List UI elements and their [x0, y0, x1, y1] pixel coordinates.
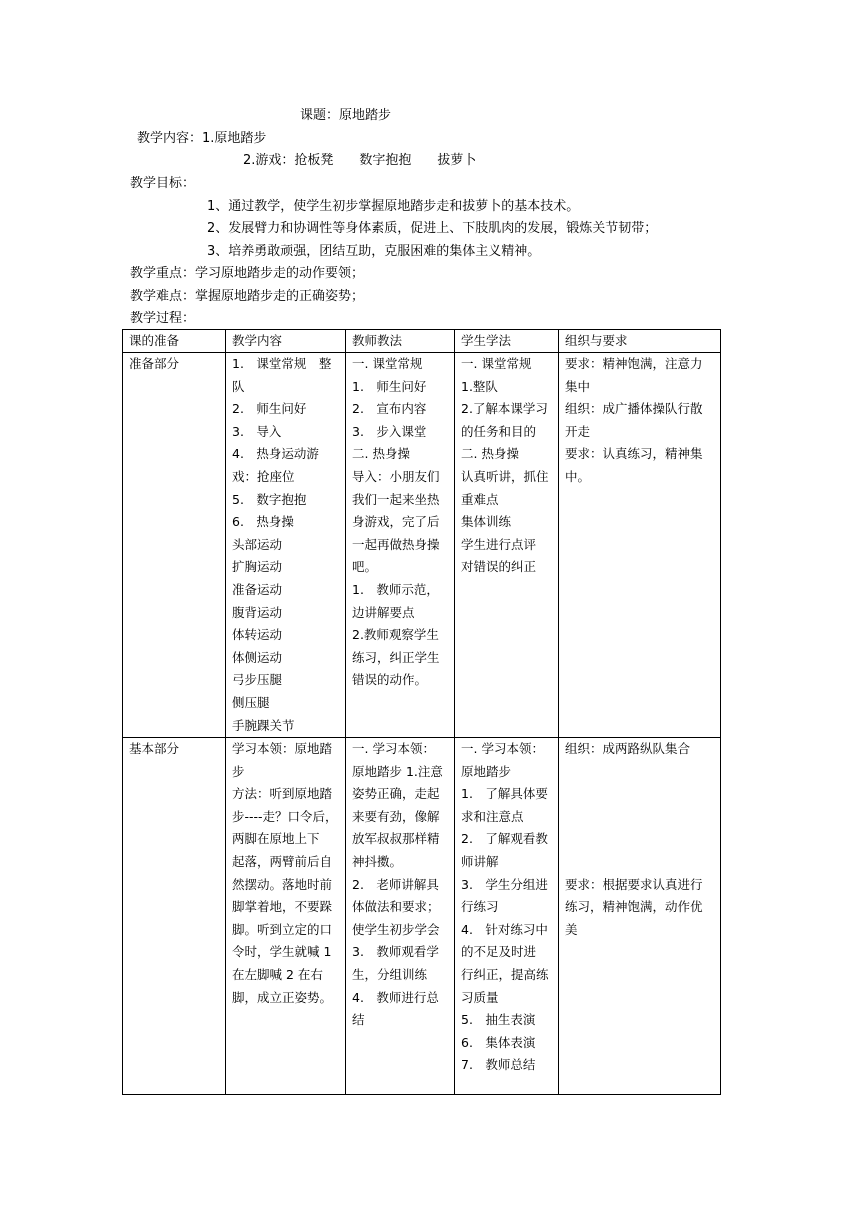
cell-line	[565, 806, 714, 829]
cell-line: 一. 学习本领：	[352, 741, 435, 757]
cell-line: 学生进行点评	[461, 536, 537, 552]
cell-line	[565, 828, 714, 851]
content-item-2: 2.游戏：抢板凳 数字抱抱 拔萝卜	[243, 153, 477, 168]
cell-line: 4. 针对练习中	[461, 921, 548, 937]
cell-line: 侧压腿	[232, 694, 270, 710]
org-cell	[559, 353, 721, 738]
cell-line: 令时，学生就喊 1	[232, 944, 332, 960]
cell-line: 手腕踝关节	[232, 717, 295, 733]
cell-line: 学习本领：原地踏	[232, 741, 333, 757]
cell-line: 的任务和目的	[461, 423, 537, 439]
cell-line: 姿势正确，走起	[352, 786, 440, 802]
cell-line: 体做法和要求；	[352, 899, 440, 915]
cell-line: 准备运动	[232, 581, 283, 597]
cell-line	[565, 783, 714, 806]
cell-line: 放军叔叔那样精	[352, 831, 440, 847]
section-cell: 准备部分	[123, 353, 226, 738]
cell-line: 结	[352, 1012, 365, 1028]
content-cell	[226, 738, 346, 1095]
cell-line: 6. 热身操	[232, 514, 294, 530]
cell-line: 3. 步入课堂	[352, 423, 427, 439]
cell-line: 3. 学生分组进	[461, 876, 548, 892]
cell-line: 起落，两臂前后自	[232, 854, 333, 870]
cell-line: 步	[232, 763, 245, 779]
header-section: 课的准备	[123, 330, 226, 353]
cell-line: 组织：成广播体操队行散	[565, 401, 703, 417]
cell-line: 身游戏，完了后	[352, 514, 440, 530]
cell-line: 原地踏步	[461, 763, 512, 779]
student-cell	[455, 738, 559, 1095]
header-content: 教学内容	[226, 330, 346, 353]
cell-line: 一. 课堂常规	[461, 356, 532, 371]
cell-line: 4. 教师进行总	[352, 989, 439, 1005]
page-title: 课题：原地踏步	[300, 108, 392, 123]
cell-line: 一. 学习本领：	[461, 741, 544, 757]
cell-line: 7. 教师总结	[461, 1057, 536, 1073]
cell-line: 1.整队	[461, 378, 498, 394]
process-label: 教学过程：	[130, 311, 196, 326]
cell-line: 要求：根据要求认真进行	[565, 876, 703, 892]
cell-line: 来要有劲，像解	[352, 808, 440, 824]
content-line-1	[137, 129, 266, 149]
cell-line: 在左脚喊 2 在右	[232, 967, 323, 983]
cell-line: 腹背运动	[232, 604, 283, 620]
goal-item-3: 3、培养勇敢顽强，团结互助，克服困难的集体主义精神。	[207, 244, 541, 259]
cell-line: 5. 抽生表演	[461, 1012, 536, 1028]
cell-line: 体侧运动	[232, 649, 283, 665]
cell-line: 2.了解本课学习	[461, 401, 548, 417]
cell-line: 1. 师生问好	[352, 378, 427, 394]
cell-line: 5. 数字抱抱	[232, 491, 307, 507]
cell-line: 1. 课堂常规 整	[232, 356, 332, 371]
cell-line: 练习，纠正学生	[352, 649, 440, 665]
key-point: 教学重点：学习原地踏步走的动作要领；	[130, 266, 365, 281]
cell-line: 认真听讲，抓住	[461, 468, 549, 484]
teacher-cell	[346, 353, 455, 738]
student-cell	[455, 353, 559, 738]
cell-line: 4. 热身运动游	[232, 446, 319, 462]
cell-line: 队	[232, 378, 245, 394]
cell-line: 脚。听到立定的口	[232, 921, 333, 937]
cell-line: 组织：成两路纵队集合	[565, 741, 691, 757]
lesson-plan-table	[122, 329, 721, 1095]
cell-line: 集中	[565, 378, 591, 394]
content-cell	[226, 353, 346, 738]
cell-line: 二. 热身操	[461, 446, 519, 462]
cell-line: 原地踏步 1.注意	[352, 763, 443, 779]
table-row	[123, 353, 721, 738]
teacher-cell	[346, 738, 455, 1095]
cell-line: 脚，成立正姿势。	[232, 989, 333, 1005]
cell-line: 1. 了解具体要	[461, 786, 548, 802]
cell-line: 集体训练	[461, 514, 512, 530]
cell-line: 6. 集体表演	[461, 1034, 536, 1050]
table-header-row	[123, 330, 721, 353]
table-row	[123, 738, 721, 1095]
cell-line: 对错误的纠正	[461, 559, 537, 575]
cell-line: 步----走？口令后，	[232, 808, 338, 824]
header-org: 组织与要求	[559, 330, 721, 353]
cell-line: 习质量	[461, 989, 499, 1005]
cell-line: 使学生初步学会	[352, 921, 440, 937]
content-label: 教学内容：	[137, 131, 203, 146]
org-cell	[559, 738, 721, 1095]
cell-line: 错误的动作。	[352, 672, 428, 688]
cell-line: 要求：认真练习，精神集	[565, 446, 703, 462]
goal-item-2: 2、发展臂力和协调性等身体素质，促进上、下肢肌肉的发展，锻炼关节韧带；	[207, 221, 658, 236]
cell-line	[565, 761, 714, 784]
content-item-1: 1.原地踏步	[202, 131, 267, 146]
cell-line: 弓步压腿	[232, 672, 283, 688]
cell-line: 3. 导入	[232, 423, 282, 439]
header-teacher: 教师教法	[346, 330, 455, 353]
cell-line: 重难点	[461, 491, 499, 507]
cell-line: 练习，精神饱满，动作优	[565, 899, 703, 915]
cell-line: 边讲解要点	[352, 604, 415, 620]
cell-line: 两脚在原地上下	[232, 831, 320, 847]
cell-line: 扩胸运动	[232, 559, 283, 575]
cell-line: 二. 热身操	[352, 446, 410, 462]
cell-line: 戏：抢座位	[232, 468, 295, 484]
cell-line: 导入：小朋友们	[352, 468, 440, 484]
cell-line: 吧。	[352, 559, 378, 575]
cell-line: 然摆动。落地时前	[232, 876, 333, 892]
cell-line: 一起再做热身操	[352, 536, 440, 552]
cell-line: 美	[565, 921, 578, 937]
cell-line: 方法：听到原地踏	[232, 786, 333, 802]
cell-line	[565, 851, 714, 874]
cell-line: 头部运动	[232, 536, 283, 552]
cell-line: 1. 教师示范，	[352, 581, 439, 597]
cell-line: 2. 宣布内容	[352, 401, 427, 417]
difficulty: 教学难点：掌握原地踏步走的正确姿势；	[130, 289, 365, 304]
goal-item-1: 1、通过教学，使学生初步掌握原地踏步走和拔萝卜的基本技术。	[207, 199, 580, 214]
section-cell: 基本部分	[123, 738, 226, 1095]
cell-line: 我们一起来坐热	[352, 491, 440, 507]
cell-line: 生，分组训练	[352, 967, 428, 983]
cell-line: 体转运动	[232, 627, 283, 643]
cell-line: 一. 课堂常规	[352, 356, 423, 371]
cell-line: 要求：精神饱满，注意力	[565, 356, 703, 371]
cell-line: 脚掌着地，不要跺	[232, 899, 333, 915]
cell-line: 行练习	[461, 899, 499, 915]
cell-line: 2.教师观察学生	[352, 627, 439, 643]
cell-line: 神抖擞。	[352, 854, 403, 870]
cell-line: 师讲解	[461, 854, 499, 870]
cell-line: 开走	[565, 423, 591, 439]
cell-line: 2. 师生问好	[232, 401, 307, 417]
cell-line: 3. 教师观看学	[352, 944, 439, 960]
header-student: 学生学法	[455, 330, 559, 353]
cell-line: 2. 老师讲解具	[352, 876, 439, 892]
cell-line: 求和注意点	[461, 808, 524, 824]
cell-line: 2. 了解观看教	[461, 831, 548, 847]
goals-label: 教学目标：	[130, 176, 196, 191]
cell-line: 行纠正，提高练	[461, 967, 549, 983]
cell-line: 的不足及时进	[461, 944, 537, 960]
cell-line: 中。	[565, 468, 591, 484]
